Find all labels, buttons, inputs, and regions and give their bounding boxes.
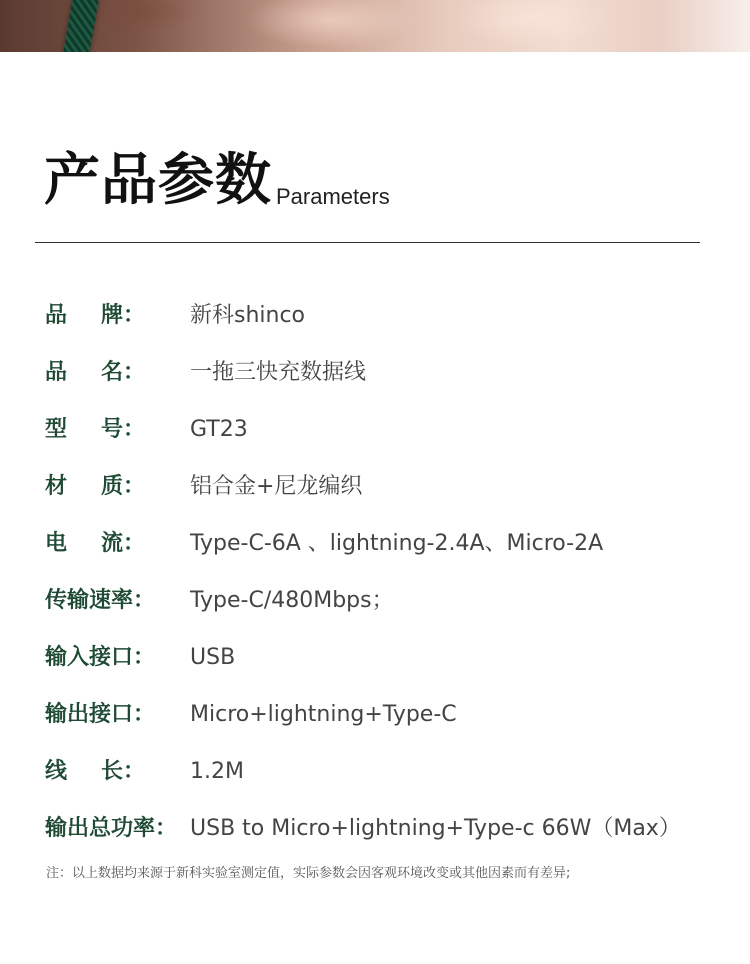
spec-label: 型 号： — [45, 417, 145, 442]
spec-row-product-name — [45, 353, 725, 410]
spec-list — [45, 296, 725, 866]
spec-value: Type-C/480Mbps； — [190, 588, 394, 613]
heading-divider — [35, 242, 700, 243]
spec-row-output-port — [45, 695, 725, 752]
heading-subtitle: Parameters — [276, 184, 390, 209]
spec-value: 铝合金+尼龙编织 — [190, 474, 363, 499]
spec-value: Type-C-6A 、lightning-2.4A、Micro-2A — [190, 531, 604, 556]
spec-value: Micro+lightning+Type-C — [190, 702, 457, 727]
spec-value: USB — [190, 645, 236, 670]
spec-row-transfer-rate — [45, 581, 725, 638]
hand-photo — [0, 0, 750, 52]
spec-label: 品 名： — [45, 360, 145, 385]
spec-label: 线 长： — [45, 759, 145, 784]
spec-value: GT23 — [190, 417, 248, 442]
product-photo-strip — [0, 0, 750, 52]
spec-label: 传输速率： — [45, 588, 156, 613]
footnote: 注：以上数据均来源于新科实验室测定值，实际参数会因客观环境改变或其他因素而有差异; — [46, 866, 571, 881]
spec-label: 电 流： — [45, 531, 145, 556]
spec-row-material — [45, 467, 725, 524]
spec-row-total-power — [45, 809, 725, 866]
spec-value: USB to Micro+lightning+Type-c 66W（Max） — [190, 816, 681, 841]
spec-value: 一拖三快充数据线 — [190, 360, 367, 385]
spec-row-brand — [45, 296, 725, 353]
spec-row-model — [45, 410, 725, 467]
spec-value: 新科shinco — [190, 303, 306, 328]
spec-value: 1.2M — [190, 759, 244, 784]
spec-label: 材 质： — [45, 474, 145, 499]
spec-label: 输入接口： — [45, 645, 156, 670]
section-heading — [44, 150, 390, 212]
spec-label: 品 牌： — [45, 303, 145, 328]
spec-label: 输出接口： — [45, 702, 156, 727]
spec-label: 输出总功率： — [45, 816, 178, 841]
heading-title: 产品参数 — [44, 148, 272, 213]
spec-row-input-port — [45, 638, 725, 695]
spec-row-current — [45, 524, 725, 581]
spec-row-length — [45, 752, 725, 809]
